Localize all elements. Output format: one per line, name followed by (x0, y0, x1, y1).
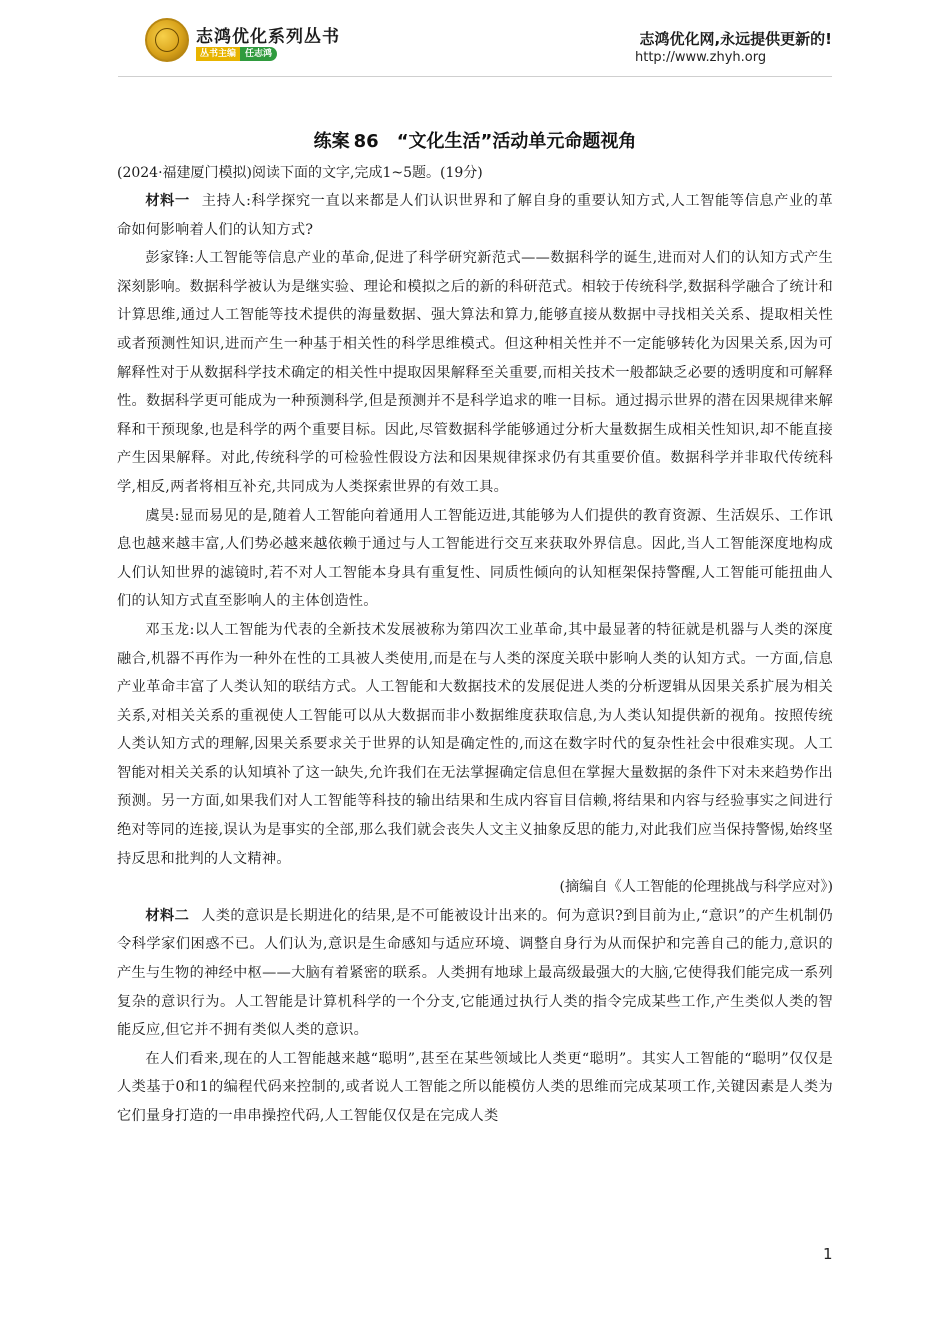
series-logo-icon (145, 18, 189, 62)
material-one-paragraph-1 (117, 187, 833, 244)
editor-name: 任志鸿 (240, 47, 277, 61)
document-body (117, 128, 833, 1131)
material-one-paragraph-4: 邓玉龙:以人工智能为代表的全新技术发展被称为第四次工业革命,其中最显著的特征就是机器与人类的深度融合,机器不再作为一种外在性的工具被人类使用,而是在与人类的深度关联中影响人类的认知方式。一方面,信息产业革命丰富了人类认知的联结方式。人工智能和大数据技术的发展促进人类的分析逻辑从因果关系扩展为相关关系,对相关关系的重视使人工智能可以从大数据而非小数据维度获取信息,为人类认知提供新的视角。按照传统人类认知方式的理解,因果关系要求关于世界的认知是确定性的,而这在数字时代的复杂性社会中很难实现。人工智能对相关关系的认知填补了这一缺失,允许我们在无法掌握确定信息但在掌握大量数据的条件下对未来趋势作出预测。另一方面,如果我们对人工智能等科技的输出结果和生成内容盲目信赖,将结果和内容与经验事实之间进行绝对等同的连接,误认为是事实的全部,那么我们就会丧失人文主义抽象反思的能力,对此我们应当保持警惕,始终坚持反思和批判的人文精神。 (117, 621, 833, 867)
header-divider (118, 76, 832, 77)
paragraph-text: 主持人:科学探究一直以来都是人们认识世界和了解自身的重要认知方式,人工智能等信息产业的革命如何影响着人们的认知方式? (117, 193, 834, 238)
page-number: 1 (823, 1245, 833, 1263)
brand-title: 志鸿优化系列丛书 (196, 27, 340, 47)
brand-subtitle (196, 47, 277, 61)
material-two-paragraph-2: 在人们看来,现在的人工智能越来越“聪明”,甚至在某些领域比人类更“聪明”。其实人工智能的“聪明”仅仅是人类基于0和1的编程代码来控制的,或者说人工智能之所以能模仿人类的思维而完成某项工作,关键因素是人类为它们量身打造的一串串操控代码,人工智能仅仅是在完成人类 (117, 1050, 833, 1124)
page-title (117, 128, 833, 156)
material-one-paragraph-2: 彭家锋:人工智能等信息产业的革命,促进了科学研究新范式——数据科学的诞生,进而对人们的认知方式产生深刻影响。数据科学被认为是继实验、理论和模拟之后的新的科研范式。相较于传统科学,数据科学融合了统计和计算思维,通过人工智能等技术提供的海量数据、强大算法和算力,能够直接从数据中寻找相关关系、提取相关性或者预测性知识,进而产生一种基于相关性的科学思维模式。但这种相关性并不一定能够转化为因果关系,因为可解释性对于从数据科学技术确定的相关性中提取因果解释至关重要,而相关技术一般都缺乏必要的透明度和可解释性。数据科学更可能成为一种预测科学,但是预测并不是科学追求的唯一目标。通过揭示世界的潜在因果规律来解释和干预现象,也是科学的两个重要目标。因此,尽管数据科学能够通过分析大量数据生成相关性知识,却不能直接产生因果解释。对此,传统科学的可检验性假设方法和因果规律探求仍有其重要价值。数据科学并非取代传统科学,相反,两者将相互补充,共同成为人类探索世界的有效工具。 (117, 250, 833, 495)
material-one-label: 材料一 (145, 193, 190, 209)
editor-label: 丛书主编 (196, 47, 240, 61)
paragraph-text: 人类的意识是长期进化的结果,是不可能被设计出来的。何为意识?到目前为止,“意识”的产生机制仍令科学家们困惑不已。人们认为,意识是生命感知与适应环境、调整自身行为从而保护和完善自己的能力,意识的产生与生物的神经中枢——大脑有着紧密的联系。人类拥有地球上最高级最强大的大脑,它使得我们能完成一系列复杂的意识行为。人工智能是计算机科学的一个分支,它能通过执行人类的指令完成某些工作,产生类似人类的智能反应,但它并不拥有类似人类的意识。 (117, 907, 834, 1039)
material-one-paragraph-3: 虞昊:显而易见的是,随着人工智能向着通用人工智能迈进,其能够为人们提供的教育资源、生活娱乐、工作讯息也越来越丰富,人们势必越来越依赖于通过与人工智能进行交互来获取外界信息。因此,当人工智能深度地构成人们认知世界的滤镜时,若不对人工智能本身具有重复性、同质性倾向的认知框架保持警醒,人工智能可能扭曲人们的认知方式直至影响人的主体创造性。 (117, 507, 833, 610)
site-slogan: 志鸿优化网,永远提供更新的! (639, 30, 832, 48)
material-one-source: (摘编自《人工智能的伦理挑战与科学应对》) (559, 879, 833, 896)
title-text: “文化生活”活动单元命题视角 (396, 131, 637, 152)
material-two-paragraph-1 (117, 902, 833, 1045)
page-header (0, 0, 950, 80)
material-two-label: 材料二 (145, 907, 190, 924)
question-intro: (2024·福建厦门模拟)阅读下面的文字,完成1~5题。(19分) (117, 165, 483, 181)
title-number: 86 (353, 131, 379, 152)
site-url-link[interactable]: http://www.zhyh.org (635, 50, 767, 65)
title-prefix: 练案 (313, 131, 350, 152)
